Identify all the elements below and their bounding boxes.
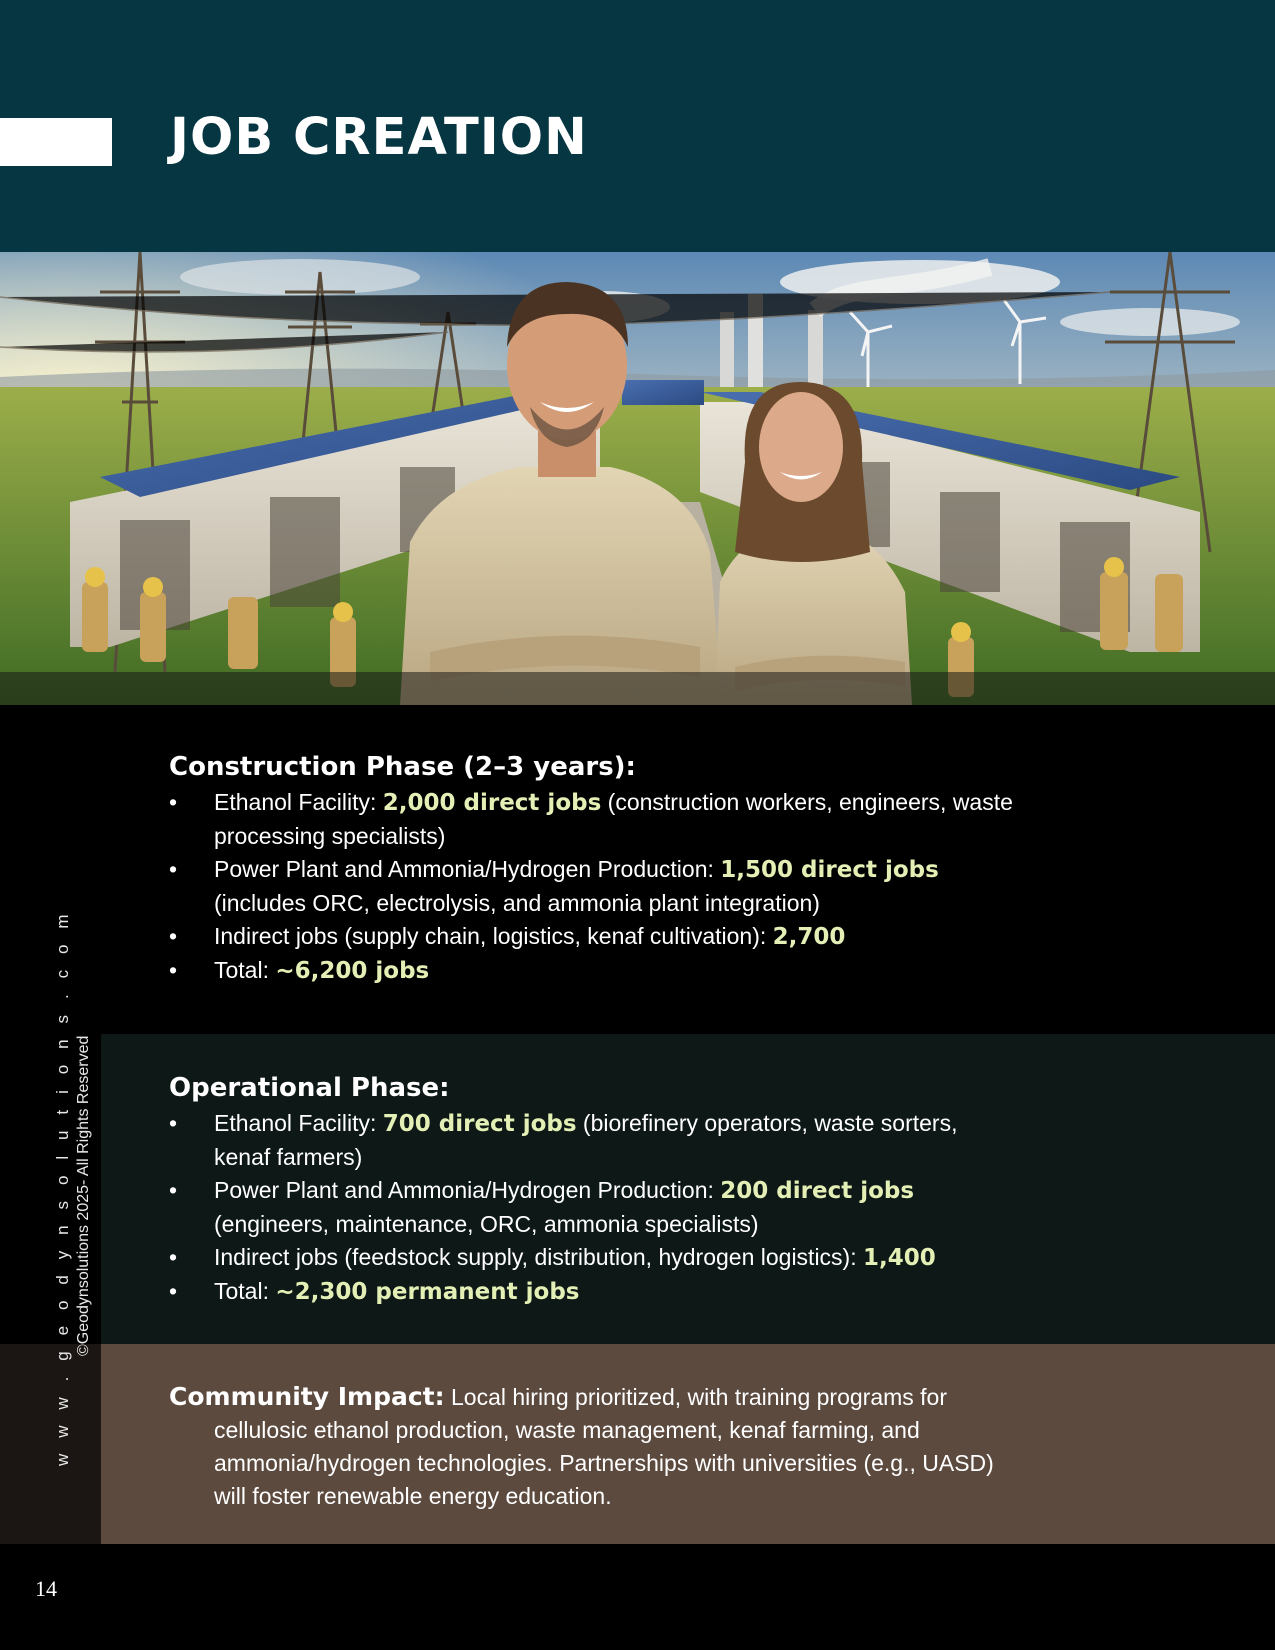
item-detail: (biorefinery operators, waste sorters, kenaf farmers) bbox=[214, 1110, 958, 1170]
list-item bbox=[169, 1107, 1019, 1174]
list-item bbox=[169, 954, 1019, 988]
website-url: w w w . g e o d y n s o l u t i o n s . c o m bbox=[53, 908, 72, 1466]
job-count-highlight: 2,000 direct jobs bbox=[382, 790, 602, 816]
bullet: • bbox=[169, 923, 178, 949]
job-count-highlight: ~2,300 permanent jobs bbox=[275, 1279, 580, 1305]
item-detail: (construction workers, engineers, waste processing specialists) bbox=[214, 789, 1013, 849]
item-text: Indirect jobs (supply chain, logistics, kenaf cultivation): bbox=[214, 923, 773, 949]
job-count-highlight: 1,500 direct jobs bbox=[720, 857, 939, 883]
list-item bbox=[169, 920, 1019, 954]
hero-image bbox=[0, 252, 1275, 705]
list-item bbox=[169, 1174, 1019, 1241]
community-impact-first-line: Local hiring prioritized, with training programs for bbox=[444, 1384, 948, 1410]
copyright-notice: ©Geodynsolutions 2025- All Rights Reserved bbox=[75, 1035, 92, 1356]
bullet: • bbox=[169, 1110, 178, 1136]
job-count-highlight: ~6,200 jobs bbox=[275, 958, 430, 984]
bullet: • bbox=[169, 856, 178, 882]
bullet: • bbox=[169, 1177, 178, 1203]
community-impact bbox=[169, 1380, 1029, 1513]
page-number: 14 bbox=[35, 1576, 57, 1601]
list-item bbox=[169, 1275, 1019, 1309]
item-text: Power Plant and Ammonia/Hydrogen Production: bbox=[214, 1177, 721, 1203]
job-count-highlight: 200 direct jobs bbox=[720, 1178, 915, 1204]
item-text: Power Plant and Ammonia/Hydrogen Production: bbox=[214, 856, 721, 882]
list-item bbox=[169, 786, 1019, 853]
item-text: Ethanol Facility: bbox=[214, 1110, 383, 1136]
community-impact-heading: Community Impact: bbox=[169, 1382, 445, 1411]
construction-heading: Construction Phase (2–3 years): bbox=[169, 752, 636, 782]
bullet: • bbox=[169, 957, 178, 983]
list-item bbox=[169, 1241, 1019, 1275]
item-text: Total: bbox=[214, 957, 276, 983]
item-detail: (engineers, maintenance, ORC, ammonia specialists) bbox=[214, 1211, 759, 1237]
list-item bbox=[169, 853, 1019, 920]
bullet: • bbox=[169, 789, 178, 815]
bullet: • bbox=[169, 1244, 178, 1270]
page-title: JOB CREATION bbox=[170, 108, 588, 167]
item-detail: (includes ORC, electrolysis, and ammonia plant integration) bbox=[214, 890, 820, 916]
header-accent-bar bbox=[0, 118, 112, 166]
bullet: • bbox=[169, 1278, 178, 1304]
item-text: Ethanol Facility: bbox=[214, 789, 383, 815]
item-text: Indirect jobs (feedstock supply, distribution, hydrogen logistics): bbox=[214, 1244, 863, 1270]
job-count-highlight: 700 direct jobs bbox=[382, 1111, 577, 1137]
job-count-highlight: 2,700 bbox=[772, 924, 846, 950]
operational-list bbox=[169, 1107, 1019, 1309]
item-text: Total: bbox=[214, 1278, 276, 1304]
job-count-highlight: 1,400 bbox=[863, 1245, 936, 1271]
vertical-sidebar-text bbox=[52, 909, 94, 1466]
header-banner bbox=[0, 0, 1275, 252]
operational-heading: Operational Phase: bbox=[169, 1073, 450, 1103]
community-impact-text: cellulosic ethanol production, waste management, kenaf farming, and ammonia/hydrogen technologies. Partnerships with universities (e.g., UASD) will foster renewable energy education. bbox=[214, 1417, 994, 1509]
construction-list bbox=[169, 786, 1019, 988]
